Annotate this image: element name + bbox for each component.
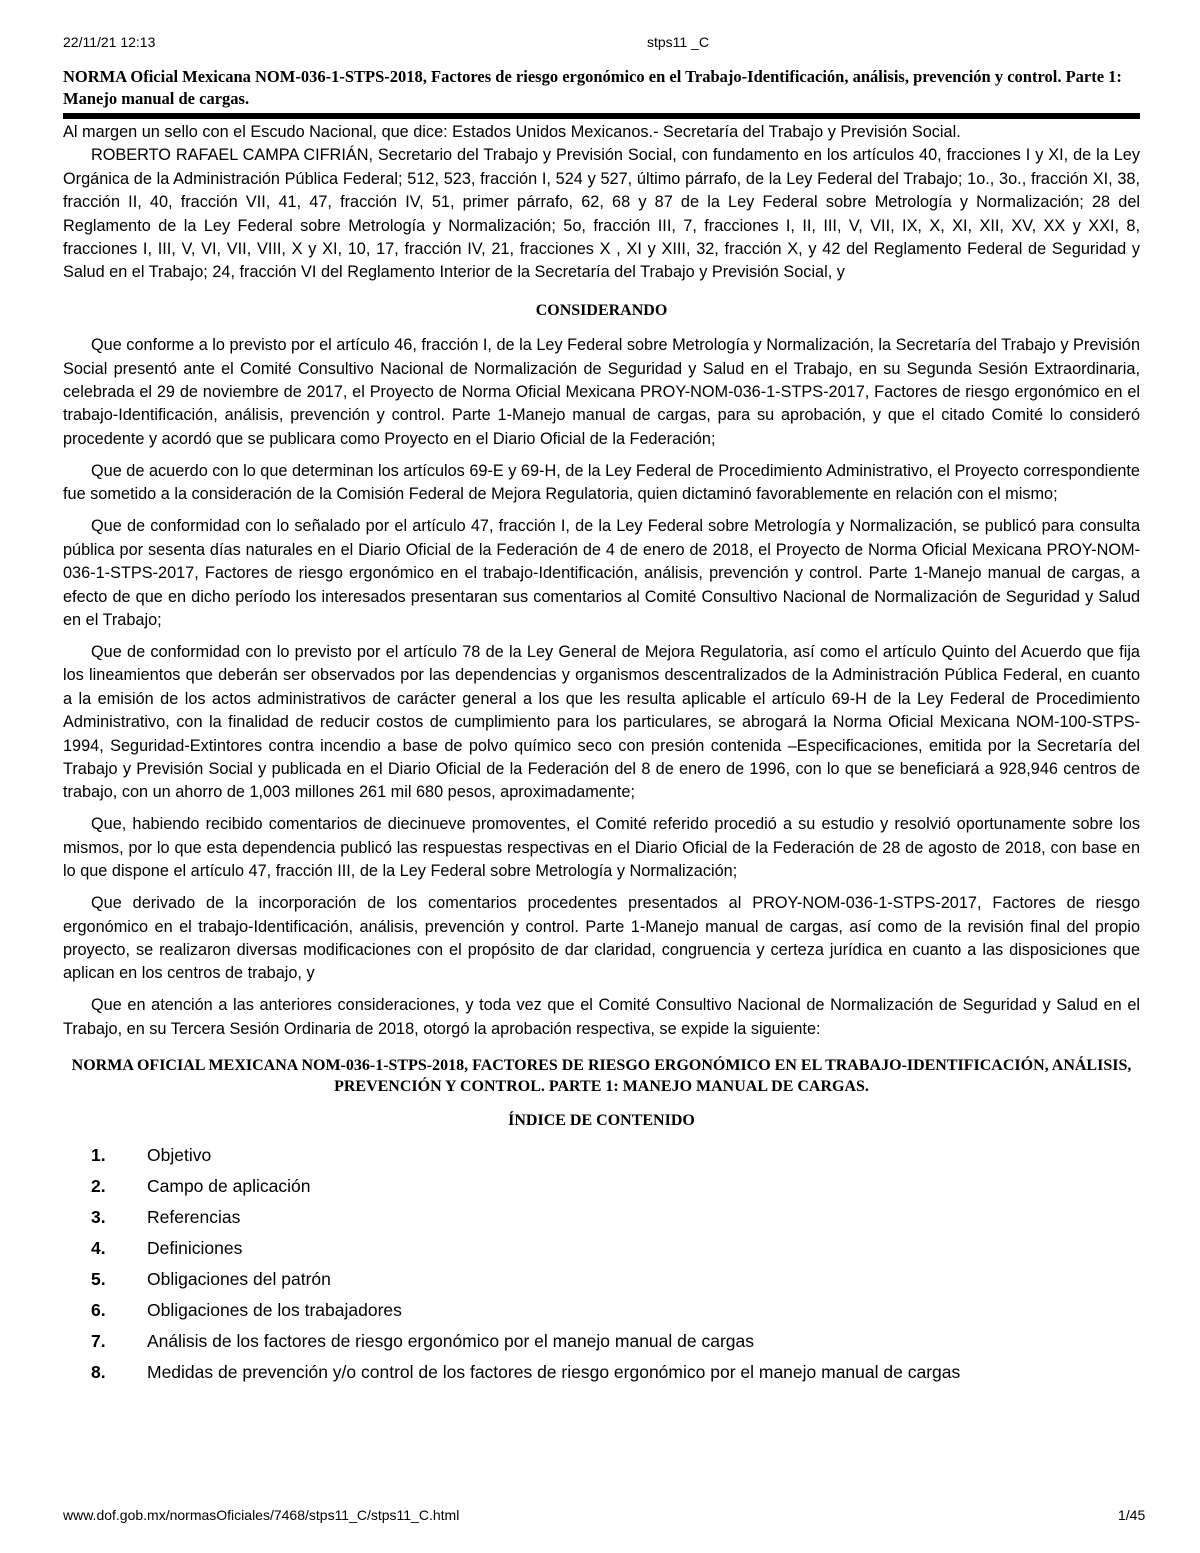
- toc-item-number: 3.: [91, 1207, 106, 1228]
- toc-item: [63, 1172, 1140, 1203]
- considerando-paragraph: Que conforme a lo previsto por el artículo 46, fracción I, de la Ley Federal sobre Metrología y Normalización, la Secretaría del Trabajo y Previsión Social presentó ante el Comité Consultivo Nacional de Normalización de Seguridad y Salud en el Trabajo, en su Segunda Sesión Extraordinaria, celebrada el 29 de noviembre de 2017, el Proyecto de Norma Oficial Mexicana PROY-NOM-036-1-STPS-2017, Factores de riesgo ergonómico en el trabajo-Identificación, análisis, prevención y control. Parte 1-Manejo manual de cargas, para su aprobación, y que el citado Comité lo consideró procedente y acordó que se publicara como Proyecto en el Diario Oficial de la Federación;: [63, 336, 1140, 448]
- toc-item: [63, 1296, 1140, 1327]
- toc-item-label: Obligaciones del patrón: [147, 1269, 331, 1290]
- toc-item-label: Análisis de los factores de riesgo ergonómico por el manejo manual de cargas: [147, 1331, 754, 1352]
- toc-item: [63, 1234, 1140, 1265]
- toc-item: [63, 1327, 1140, 1358]
- title-divider: [63, 113, 1140, 119]
- toc-item: [63, 1141, 1140, 1172]
- toc-item-number: 8.: [91, 1362, 106, 1383]
- toc-item-label: Campo de aplicación: [147, 1176, 311, 1197]
- print-page-indicator: 1/45: [1118, 1507, 1146, 1523]
- toc-item-number: 5.: [91, 1269, 106, 1290]
- considerando-paragraph: Que en atención a las anteriores consideraciones, y toda vez que el Comité Consultivo Nacional de Normalización de Seguridad y Salud en el Trabajo, en su Tercera Sesión Ordinaria de 2018, otorgó la aprobación respectiva, se expide la siguiente:: [63, 996, 1140, 1038]
- toc-item-label: Referencias: [147, 1207, 241, 1228]
- toc-item: [63, 1358, 1140, 1389]
- toc-item-number: 4.: [91, 1238, 106, 1259]
- toc-item: [63, 1265, 1140, 1296]
- print-page-title: stps11 _C: [647, 34, 709, 50]
- toc-item-label: Obligaciones de los trabajadores: [147, 1300, 402, 1321]
- considerando-paragraph: Que de conformidad con lo señalado por el artículo 47, fracción I, de la Ley Federal sobre Metrología y Normalización, se publicó para consulta pública por sesenta días naturales en el Diario Oficial de la Federación de 4 de enero de 2018, el Proyecto de Norma Oficial Mexicana PROY-NOM-036-1-STPS-2017, Factores de riesgo ergonómico en el trabajo-Identificación, análisis, prevención y control. Parte 1-Manejo manual de cargas, a efecto de que en dicho período los interesados presentaran sus comentarios al Comité Consultivo Nacional de Normalización de Seguridad y Salud en el Trabajo;: [63, 517, 1140, 629]
- preamble-paragraph: Al margen un sello con el Escudo Nacional, que dice: Estados Unidos Mexicanos.- Secretaría del Trabajo y Previsión Social.: [63, 123, 961, 141]
- toc-item-label: Medidas de prevención y/o control de los factores de riesgo ergonómico por el manejo manual de cargas: [147, 1362, 961, 1383]
- indice-heading: ÍNDICE DE CONTENIDO: [508, 1112, 695, 1130]
- considerando-paragraph: Que derivado de la incorporación de los comentarios procedentes presentados al PROY-NOM-036-1-STPS-2017, Factores de riesgo ergonómico en el trabajo-Identificación, análisis, prevención y control. Parte 1-Manejo manual de cargas, así como de la revisión final del propio proyecto, se realizaron diversas modificaciones con el propósito de dar claridad, congruencia y certeza jurídica en cuanto a las disposiciones que aplican en los centros de trabajo, y: [63, 894, 1140, 983]
- document-title: NORMA Oficial Mexicana NOM-036-1-STPS-2018, Factores de riesgo ergonómico en el Trabajo-Identificación, análisis, prevención y control. Parte 1: Manejo manual de cargas.: [63, 67, 1122, 108]
- toc-item: [63, 1203, 1140, 1234]
- authority-paragraph: ROBERTO RAFAEL CAMPA CIFRIÁN, Secretario del Trabajo y Previsión Social, con fundamento en los artículos 40, fracciones I y XI, de la Ley Orgánica de la Administración Pública Federal; 512, 523, fracción I, 524 y 527, último párrafo, de la Ley Federal del Trabajo; 1o., 3o., fracción XI, 38, fracción II, 40, fracción VII, 41, 47, fracción IV, 51, primer párrafo, 62, 68 y 87 de la Ley Federal sobre Metrología y Normalización; 28 del Reglamento de la Ley Federal sobre Metrología y Normalización; 5o, fracción III, 7, fracciones I, II, III, V, VII, IX, X, XI, XII, XV, XX y XXI, 8, fracciones I, III, V, VI, VII, VIII, X y XI, 10, 17, fracción IV, 21, fracciones X , XI y XIII, 32, fracción X, y 42 del Reglamento Federal de Seguridad y Salud en el Trabajo; 24, fracción VI del Reglamento Interior de la Secretaría del Trabajo y Previsión Social, y: [63, 146, 1140, 282]
- print-datetime: 22/11/21 12:13: [63, 34, 156, 50]
- toc-item-label: Objetivo: [147, 1145, 212, 1166]
- toc-item-number: 2.: [91, 1176, 106, 1197]
- toc-item-number: 7.: [91, 1331, 106, 1352]
- toc-item-number: 6.: [91, 1300, 106, 1321]
- toc-item-number: 1.: [91, 1145, 106, 1166]
- considerando-paragraph: Que de acuerdo con lo que determinan los artículos 69-E y 69-H, de la Ley Federal de Procedimiento Administrativo, el Proyecto correspondiente fue sometido a la consideración de la Comisión Federal de Mejora Regulatoria, quien dictaminó favorablemente en relación con el mismo;: [63, 461, 1140, 504]
- document-body: [63, 121, 1140, 1389]
- toc-item-label: Definiciones: [147, 1238, 243, 1259]
- table-of-contents: [63, 1141, 1140, 1389]
- norma-heading: NORMA OFICIAL MEXICANA NOM-036-1-STPS-2018, FACTORES DE RIESGO ERGONÓMICO EN EL TRABAJO-IDENTIFICACIÓN, ANÁLISIS, PREVENCIÓN Y CONTROL. PARTE 1: MANEJO MANUAL DE CARGAS.: [71, 1057, 1132, 1096]
- print-url: www.dof.gob.mx/normasOficiales/7468/stps11_C/stps11_C.html: [63, 1507, 460, 1523]
- considerando-paragraph: Que de conformidad con lo previsto por el artículo 78 de la Ley General de Mejora Regulatoria, así como el artículo Quinto del Acuerdo que fija los lineamientos que deberán ser observados por las dependencias y organismos descentralizados de la Administración Pública Federal, en cuanto a la emisión de los actos administrativos de carácter general a los que les resulta aplicable el artículo 69-H de la Ley Federal de Procedimiento Administrativo, con la finalidad de reducir costos de cumplimiento para los particulares, se abrogará la Norma Oficial Mexicana NOM-100-STPS-1994, Seguridad-Extintores contra incendio a base de polvo químico seco con presión contenida –Especificaciones, emitida por la Secretaría del Trabajo y Previsión Social y publicada en el Diario Oficial de la Federación del 8 de enero de 1996, con lo que se beneficiará a 928,946 centros de trabajo, con un ahorro de 1,003 millones 261 mil 680 pesos, aproximadamente;: [63, 642, 1140, 802]
- considerando-paragraph: Que, habiendo recibido comentarios de diecinueve promoventes, el Comité referido procedió a su estudio y resolvió oportunamente sobre los mismos, por lo que esta dependencia publicó las respuestas respectivas en el Diario Oficial de la Federación de 28 de agosto de 2018, con base en lo que dispone el artículo 47, fracción III, de la Ley Federal sobre Metrología y Normalización;: [63, 815, 1140, 881]
- considerando-heading: CONSIDERANDO: [535, 301, 668, 319]
